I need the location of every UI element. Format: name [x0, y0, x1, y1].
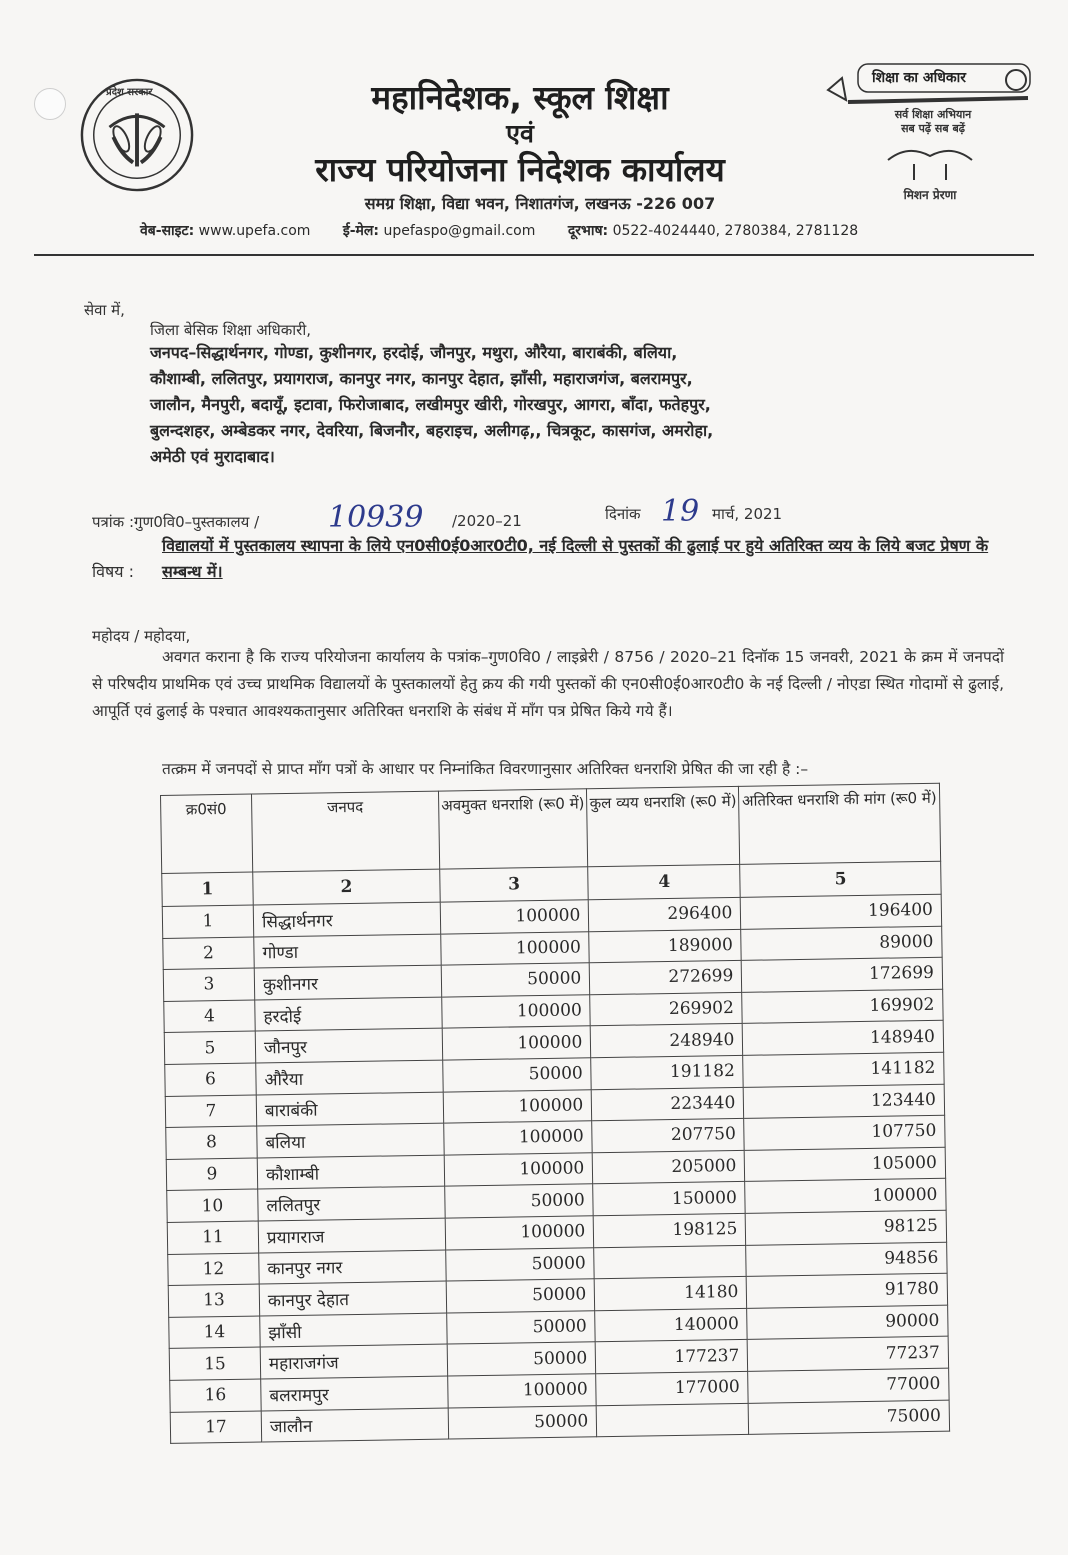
district-list: जनपद–सिद्धार्थनगर, गोण्डा, कुशीनगर, हरदोई, जौनपुर, मथुरा, औरैया, बाराबंकी, बलिया, कौशाम्बी, ललितपुर, प्रयागराज, कानपुर नगर, कानपुर देहात, झाँसी, महाराजगंज, बलरामपुर, जालौन, मैनपुरी, बदायूँ, इटावा, फिरोजाबाद, लखीमपुर खीरी, गोरखपुर, आगरा, बाँदा, फतेहपुर, बुलन्दशहर, अम्बेडकर नगर, देवरिया, बिजनौर, बहराइच, अलीगढ़,, चित्रकूट, कासगंज, अमरोहा, अमेठी एवं मुरादाबाद। [150, 343, 714, 466]
col-number: 3 [440, 867, 589, 902]
row-district: गोण्डा [254, 934, 441, 969]
row-additional-demand: 91780 [747, 1273, 948, 1308]
row-serial: 2 [163, 937, 254, 970]
rte-mission-logo [818, 60, 1038, 210]
contact-line [140, 221, 858, 240]
col-number: 4 [588, 864, 741, 899]
col-header-released: अवमुक्त धनराशि (रू0 में) [438, 789, 588, 869]
row-district: जालौन [261, 1408, 448, 1443]
mission-prerna-text: मिशन प्रेरणा [903, 188, 957, 202]
row-district: औरैया [256, 1060, 443, 1095]
row-total-expense: 140000 [595, 1308, 748, 1342]
website: www.upefa.com [198, 223, 311, 239]
row-released: 100000 [448, 1374, 597, 1408]
ssa-line: सर्व शिक्षा अभियान [894, 108, 972, 121]
row-serial: 6 [165, 1063, 256, 1096]
subject-label: विषय : [92, 562, 135, 581]
row-serial: 8 [166, 1126, 257, 1159]
row-total-expense: 205000 [593, 1150, 746, 1184]
row-serial: 13 [168, 1284, 259, 1317]
row-serial: 15 [169, 1347, 260, 1380]
col-header-district: जनपद [251, 791, 439, 872]
row-total-expense: 272699 [590, 961, 743, 995]
row-serial: 14 [169, 1316, 260, 1349]
reference-prefix: पत्रांक :गुण0वि0–पुस्तकालय / [92, 513, 260, 531]
row-total-expense: 198125 [594, 1213, 747, 1247]
row-serial: 1 [162, 905, 253, 938]
col-number: 5 [740, 861, 941, 897]
row-additional-demand: 94856 [746, 1242, 947, 1277]
salutation: महोदय / महोदया, [92, 627, 191, 645]
row-released: 100000 [443, 1089, 592, 1123]
row-additional-demand: 196400 [741, 894, 942, 929]
row-district: कानपुर देहात [259, 1281, 446, 1316]
row-released: 100000 [444, 1121, 593, 1155]
row-total-expense: 248940 [591, 1024, 744, 1058]
row-released: 50000 [447, 1342, 596, 1376]
row-released: 100000 [445, 1216, 594, 1250]
row-total-expense: 296400 [589, 897, 742, 931]
row-additional-demand: 107750 [744, 1115, 945, 1150]
date-day: 19 [661, 494, 700, 529]
col-number: 2 [253, 869, 440, 905]
row-total-expense: 223440 [592, 1087, 745, 1121]
row-district: कुशीनगर [254, 965, 441, 1000]
office-title-3: राज्य परियोजना निदेशक कार्यालय [315, 150, 725, 189]
row-additional-demand: 90000 [747, 1305, 948, 1340]
row-serial: 11 [167, 1221, 258, 1254]
row-total-expense: 150000 [593, 1182, 746, 1216]
ssa-text [878, 108, 988, 136]
office-address: समग्र शिक्षा, विद्या भवन, निशातगंज, लखनऊ -226 007 [364, 194, 716, 213]
row-district: कानपुर नगर [259, 1250, 446, 1285]
row-additional-demand: 148940 [743, 1021, 944, 1056]
emblem-text: प्रदेश सरकार [106, 87, 153, 98]
row-district: बाराबंकी [256, 1092, 443, 1127]
col-header-total-expense: कुल व्यय धनराशि (रू0 में) [587, 786, 740, 866]
col-header-additional-demand: अतिरिक्त धनराशि की मांग (रू0 में) [739, 783, 941, 864]
row-serial: 10 [167, 1189, 258, 1222]
date-label: दिनांक [605, 505, 641, 523]
row-district: सिद्धार्थनगर [253, 902, 440, 937]
row-total-expense: 14180 [595, 1276, 748, 1310]
row-district: ललितपुर [258, 1186, 445, 1221]
row-serial: 17 [170, 1410, 261, 1443]
row-district: झाँसी [260, 1313, 447, 1348]
row-released: 100000 [442, 1026, 591, 1060]
office-title-2: एवं [506, 119, 534, 148]
col-header-serial: क्र0सं0 [161, 794, 253, 873]
row-released: 50000 [448, 1405, 597, 1439]
row-serial: 7 [165, 1095, 256, 1128]
row-district: बलरामपुर [261, 1376, 448, 1411]
row-serial: 12 [168, 1253, 259, 1286]
addressee-title: जिला बेसिक शिक्षा अधिकारी, [150, 321, 311, 339]
row-released: 50000 [445, 1184, 594, 1218]
row-released: 50000 [441, 963, 590, 997]
row-serial: 5 [164, 1031, 255, 1064]
row-additional-demand: 172699 [742, 957, 943, 992]
row-total-expense: 269902 [590, 992, 743, 1026]
row-additional-demand: 105000 [745, 1147, 946, 1182]
row-district: जौनपुर [255, 1028, 442, 1063]
row-additional-demand: 100000 [745, 1179, 946, 1214]
row-additional-demand: 141182 [743, 1052, 944, 1087]
office-title-1: महानिदेशक, स्कूल शिक्षा [371, 78, 669, 117]
row-total-expense: 177237 [596, 1340, 749, 1374]
table-header-row [161, 783, 941, 873]
row-additional-demand: 98125 [746, 1210, 947, 1245]
web-label: वेब-साइट: [140, 223, 195, 239]
email: upefaspo@gmail.com [383, 223, 536, 239]
row-district: हरदोई [255, 997, 442, 1032]
ssa-slogan: सब पढ़ें सब बढ़ें [901, 122, 965, 135]
row-serial: 4 [164, 1000, 255, 1033]
date-month-year: मार्च, 2021 [712, 505, 783, 523]
row-total-expense: 207750 [592, 1119, 745, 1153]
row-total-expense: 189000 [589, 929, 742, 963]
row-district: बलिया [257, 1123, 444, 1158]
row-total-expense [597, 1403, 750, 1437]
row-serial: 9 [166, 1158, 257, 1191]
row-additional-demand: 77000 [748, 1368, 949, 1403]
phone: 0522-4024440, 2780384, 2781128 [612, 223, 859, 239]
row-released: 50000 [447, 1310, 596, 1344]
email-label: ई-मेल: [342, 223, 380, 239]
row-released: 50000 [443, 1058, 592, 1092]
row-total-expense: 177000 [596, 1371, 749, 1405]
body-paragraph-1: अवगत कराना है कि राज्य परियोजना कार्यालय के पत्रांक–गुण0वि0 / लाइब्रेरी / 8756 / 2020–21 दिनॉक 15 जनवरी, 2021 के क्रम में जनपदों से परिषदीय प्राथमिक एवं उच्च प्राथमिक विद्यालयों के पुस्तकालयों हेतु क्रय की गयी पुस्तकों की एन0सी0ई0आर0टी0 के नई दिल्ली / नोएडा स्थित गोदामों से ढुलाई, आपूर्ति एवं ढुलाई के पश्चात आवश्यकतानुसार अतिरिक्त धनराशि के संबंध में माँग पत्र प्रेषित किये गये हैं। [92, 648, 1004, 720]
row-released: 100000 [441, 931, 590, 965]
row-additional-demand: 89000 [741, 926, 942, 961]
punch-hole [34, 88, 66, 120]
phone-label: दूरभाष: [567, 223, 609, 239]
reference-suffix: /2020–21 [452, 512, 522, 530]
row-released: 50000 [446, 1279, 595, 1313]
header-rule [34, 254, 1034, 256]
body-paragraph-2: तत्क्रम में जनपदों से प्राप्त माँग पत्रों के आधार पर निम्नांकित विवरणानुसार अतिरिक्त धनराशि प्रेषित की जा रही है :– [162, 760, 809, 778]
row-serial: 3 [163, 968, 254, 1001]
row-additional-demand: 123440 [744, 1084, 945, 1119]
row-released: 100000 [440, 900, 589, 934]
addressee-intro: सेवा में, [84, 301, 125, 319]
row-additional-demand: 75000 [749, 1400, 950, 1435]
row-additional-demand: 77237 [748, 1337, 949, 1372]
rte-text: शिक्षा का अधिकार [872, 70, 966, 86]
row-total-expense: 191182 [591, 1055, 744, 1089]
reference-number: 10939 [328, 500, 424, 535]
row-district: कौशाम्बी [257, 1155, 444, 1190]
allocation-table [160, 783, 950, 1444]
row-serial: 16 [170, 1379, 261, 1412]
row-district: महाराजगंज [260, 1344, 447, 1379]
row-released: 100000 [444, 1153, 593, 1187]
row-released: 50000 [446, 1247, 595, 1281]
row-released: 100000 [442, 995, 591, 1029]
row-additional-demand: 169902 [742, 989, 943, 1024]
subject-text: विद्यालयों में पुस्तकालय स्थापना के लिये एन0सी0ई0आर0टी0, नई दिल्ली से पुस्तकों की ढुलाई पर हुये अतिरिक्त व्यय के लिये बजट प्रेषण के सम्बन्ध में। [162, 536, 989, 581]
row-total-expense [594, 1245, 747, 1279]
row-district: प्रयागराज [258, 1218, 445, 1253]
col-number: 1 [162, 872, 254, 906]
